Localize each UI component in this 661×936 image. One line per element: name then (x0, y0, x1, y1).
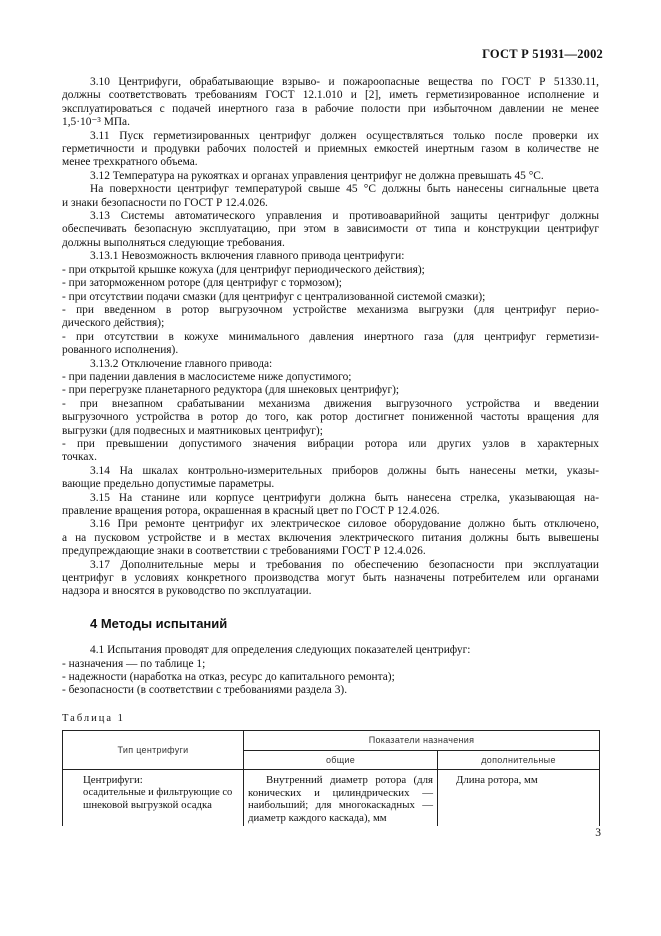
paragraph-p313 (62, 210, 599, 250)
document-body (62, 76, 599, 725)
cell-type (63, 770, 244, 827)
paragraph-p314 (62, 465, 599, 492)
text-line: 3.10 Центрифуги, обрабатывающие взрыво- и пожароопасные вещества по ГОСТ Р 51330.11, (90, 76, 599, 88)
text-line: 1,5·10⁻³ МПа. (62, 116, 130, 129)
text-line: - при превышении допустимого значения вибрации ротора или других узлов в характерных (62, 437, 599, 450)
text-line: менее трехкратного объема. (62, 156, 198, 169)
col-additional-header: дополнительные (438, 750, 600, 770)
text-line: 3.14 На шкалах контрольно-измерительных приборов должны быть нанесены метки, указы- (90, 464, 599, 477)
table-1 (62, 730, 600, 826)
text-line: - при внезапном срабатывании механизма движения выгрузочного устройства и введении (62, 397, 599, 410)
text-line: 3.12 Температура на рукоятках и органах управления центрифуг не должна превышать 45 °С. (90, 169, 544, 182)
col-type-header: Тип центрифуги (63, 731, 244, 770)
paragraph-p316 (62, 518, 599, 558)
text-line: надзора и вносятся в руководство по эксплуатации. (62, 585, 312, 598)
paragraph-p312 (62, 170, 599, 210)
text-line: 4.1 Испытания проводят для определения следующих показателей центрифуг: (90, 644, 471, 657)
text-line: а на пусковом устройстве и в местах включения электрического питания должны быть вывешены (62, 531, 599, 544)
text-line: правление вращения ротора, окрашенная в красный цвет по ГОСТ Р 12.4.026. (62, 505, 440, 517)
paragraph-p3132 (62, 358, 599, 465)
text-line: - при заторможенном роторе (для центрифуг с тормозом); (62, 277, 342, 290)
text-line: центрифуг в условиях конкретного производства могут быть назначены потребителем или органами (62, 572, 599, 585)
text-line: выгрузки (для подвесных и маятниковых центрифуг); (62, 424, 323, 437)
text-line: 3.13.2 Отключение главного привода: (90, 357, 273, 370)
text-line: точках. (62, 451, 97, 464)
text-line: - при отсутствии в кожухе минимального давления инертного газа (для центрифуг герметизи- (62, 330, 599, 343)
text-line: эксплуатироваться с подачей инертного газа в рабочие полости при избыточном давлении не менее (62, 102, 599, 115)
document-id: ГОСТ Р 51931—2002 (482, 47, 603, 61)
text-line: 3.13 Системы автоматического управления и противоаварийной защиты центрифуг должны (90, 210, 599, 223)
cell-general (244, 770, 438, 827)
text-line: - безопасности (в соответствии с требованиями раздела 3). (62, 684, 348, 697)
text-line: - при введенном в ротор выгрузочном устройстве механизма выгрузки (для центрифуг перио- (62, 303, 599, 316)
col-group-header: Показатели назначения (244, 731, 600, 751)
text-line: 3.11 Пуск герметизированных центрифуг должен осуществляться только после проверки их (90, 129, 599, 142)
cell-line: Внутренний диаметр ротора (для (266, 774, 433, 787)
cell-line: осадительные и фильтрующие со (83, 786, 233, 798)
section4-text (62, 644, 599, 698)
text-line: должны соответствовать требованиям ГОСТ 12.1.010 и [2], иметь герметизированное исполнение и (62, 89, 599, 102)
text-line: рованного исполнения). (62, 344, 179, 357)
text-line: обеспечивать безопасную эксплуатацию, при этом в зависимости от типа и конструкции центрифуг (62, 223, 599, 236)
col-general-header: общие (244, 750, 438, 770)
text-line: и знаки безопасности по ГОСТ Р 12.4.026. (62, 196, 268, 209)
cell-line: шнековой выгрузкой осадка (83, 799, 212, 812)
cell-line: наибольший; для многокаскадных — (248, 799, 433, 812)
paragraph-p317 (62, 559, 599, 599)
text-line: 3.16 При ремонте центрифуг их электрическое силовое оборудование должно быть отключено, (90, 518, 599, 531)
cell-line: Длина ротора, мм (456, 774, 538, 787)
text-line: должны выполняться следующие требования. (62, 236, 285, 249)
table-label: Таблица 1 (62, 712, 125, 724)
text-line: 3.15 На станине или корпусе центрифуги должна быть нанесена стрелка, указывающая на- (90, 491, 599, 504)
page-number: 3 (595, 827, 601, 839)
paragraph-p3131 (62, 250, 599, 357)
text-line: предупреждающие знаки в соответствии с требованиями ГОСТ Р 12.4.026. (62, 545, 426, 558)
text-line: вающие предельно допустимые параметры. (62, 478, 275, 491)
text-line: - при открытой крышке кожуха (для центрифуг периодического действия); (62, 263, 425, 276)
text-line: выгрузочного устройства в ротор до того, как ротор достигнет пониженной частоты вращения для (62, 411, 599, 424)
cell-line: конических и цилиндрических — (248, 786, 433, 799)
paragraph-p315 (62, 492, 599, 519)
section-heading: 4 Методы испытаний (90, 615, 228, 631)
table-row (63, 770, 600, 827)
paragraph-p310 (62, 76, 599, 130)
cell-additional (438, 770, 600, 827)
text-line: - при отсутствии подачи смазки (для центрифуг с централизованной системой смазки); (62, 290, 486, 303)
text-line: На поверхности центрифуг температурой свыше 45 °С должны быть нанесены сигнальные цвета (90, 183, 599, 196)
cell-line: диаметр каждого каскада), мм (248, 811, 387, 824)
text-line: дического действия); (62, 317, 165, 330)
text-line: - назначения — по таблице 1; (62, 657, 206, 670)
cell-line: Центрифуги: (83, 774, 143, 787)
text-line: герметичности и продувки рабочих полостей и приемных емкостей инертным газом в количестве не (62, 143, 599, 156)
text-line: - при перегрузке планетарного редуктора (для шнековых центрифуг); (62, 384, 400, 397)
text-line: - при падении давления в маслосистеме ниже допустимого; (62, 370, 352, 383)
text-line: 3.13.1 Невозможность включения главного привода центрифуги: (90, 250, 405, 263)
text-line: 3.17 Дополнительные меры и требования по обеспечению безопасности при эксплуатации (90, 558, 599, 571)
paragraph-p311 (62, 130, 599, 170)
text-line: - надежности (наработка на отказ, ресурс до капитального ремонта); (62, 671, 395, 684)
